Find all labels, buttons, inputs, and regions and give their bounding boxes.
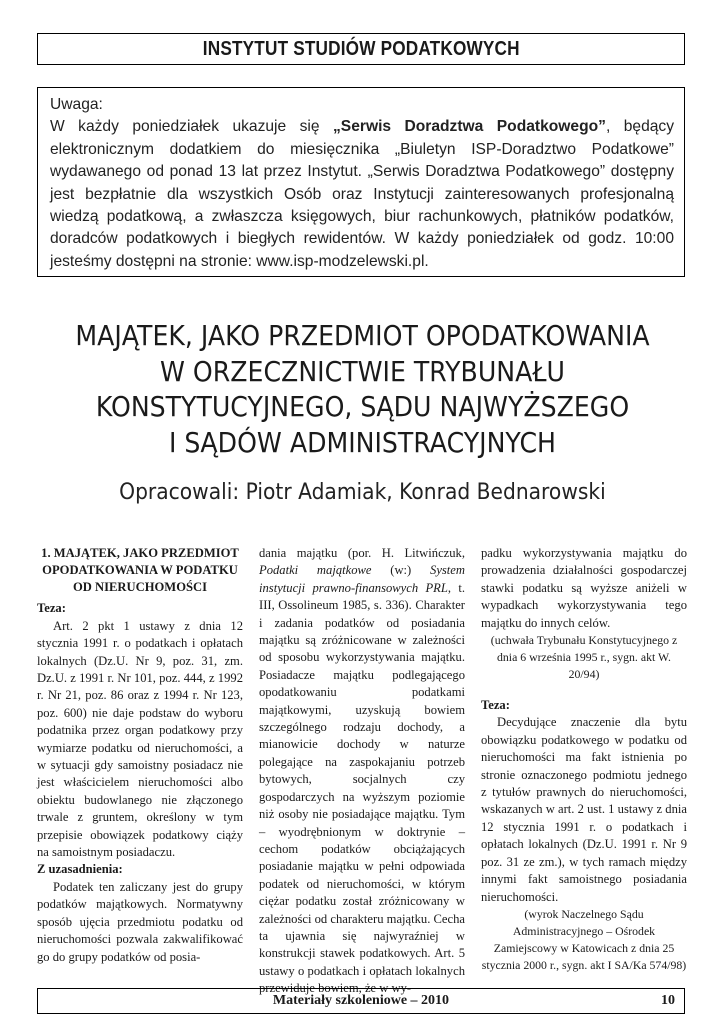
- notice-text: W każdy poniedziałek ukazuje się „Serwis Doradztwa Podatkowego”, będący elektronicznym dodatkiem do miesięcznika „Biuletyn ISP-Doradztwo Podatkowe” wydawanego od ponad 13 lat przez Instytut. „Serwis Doradztwa Podatkowego” dostępny jest bezpłatnie dla wszystkich Osób oraz Instytucji zainteresowanych profesjonalną wiedzą podatkową, a zwłaszcza księgowych, biur rachunkowych, płatników podatków, doradców podatkowych i biegłych rewidentów. W każdy poniedziałek od godz. 10:00 jesteśmy dostępni na stronie: www.isp-modzelewski.pl.: [50, 118, 675, 270]
- citation: (uchwała Trybunału Konstytucyjnego z dnia 6 września 1995 r., sygn. akt W. 20/94): [490, 633, 678, 682]
- title-line: W ORZECZNICTWIE TRYBUNAŁU: [160, 354, 565, 388]
- body-text: padku wykorzystywania majątku do prowadzenia działalności gospodarczej stawki podatku są wyższe aniżeli w wypadkach wykorzystywania tego majątku do innych celów.: [481, 546, 687, 630]
- authors-line: Opracowali: Piotr Adamiak, Konrad Bednarowski: [119, 480, 606, 505]
- article-title: [30, 318, 695, 460]
- uzasadnienie-label: Z uzasadnienia:: [37, 862, 123, 877]
- column-3: [481, 545, 687, 974]
- teza-text: Decydujące znaczenie dla bytu obowiązku podatkowego w podatku od nieruchomości ma fakt istnienia po stronie oznaczonego podmiotu jednego z tytułów prawnych do nieruchomości, wskazanych w art. 2 ust. 1 ustawy z dnia 12 stycznia 1991 r. o podatkach i opłatach lokalnych (Dz.U. 1991 r. Nr 9 poz. 31 ze zm.), w tych ramach między innymi fakt samoistnego posiadania nieruchomości.: [481, 715, 687, 904]
- teza-text: Art. 2 pkt 1 ustawy z dnia 12 stycznia 1991 r. o podatkach i opłatach lokalnych (Dz.U. Nr 9, poz. 31, zm. Dz.U. z 1991 r. Nr 101, poz. 444, z 1992 r. Nr 21, poz. 86 oraz z 1994 r. Nr 123, poz. 600) nie daje podstaw do wyboru podatnika przez organ podatkowy przy wymiarze podatku od nieruchomości, a w sytuacji gdy samoistny posiadacz nie jest właścicielem nieruchomości albo obiektu budowlanego nie złączonego trwale z gruntem, określony w tym przepisie obowiązek podatkowy ciąży na samoistnym posiadaczu.: [37, 618, 243, 860]
- section-heading: 1. MAJĄTEK, JAKO PRZEDMIOT OPODATKOWANIA W PODATKU OD NIERUCHOMOŚCI: [41, 546, 239, 594]
- header-banner: [37, 33, 685, 65]
- title-line: MAJĄTEK, JAKO PRZEDMIOT OPODATKOWANIA: [75, 319, 650, 352]
- body-text: dania majątku (por. H. Litwińczuk, Podatki majątkowe (w:) System instytucji prawno-finansowych PRL, t. III, Ossolineum 1985, s. 336). Charakter i zadania podatków od posiadania majątku są zróżnicowane w zależności od sposobu wykorzystywania majątku. Posiadacze majątku podlegającego opodatkowaniu podatkami majątkowymi, uzyskują bowiem szczególnego rodzaju dochody, a mianowicie dochody w naturze polegające na zaspokajaniu potrzeb bytowych, socjalnych czy gospodarczych na wyższym poziomie niż osoby nie posiadające majątku. Tym – wyodrębnionym w doktrynie – cechom podatków obciążających posiadanie majątku w pełni odpowiada podatek od nieruchomości, w którym ciężar podatku został zróżnicowany w zależności od charakteru majątku. Cecha ta ujawnia się najwyraźniej w konstrukcji stawek podatkowych. Art. 5 ustawy o podatkach i opłatach lokalnych przewiduje bowiem, że w wy-: [259, 546, 465, 996]
- citation: (wyrok Naczelnego Sądu Administracyjnego – Ośrodek Zamiejscowy w Katowicach z dnia 25 stycznia 2000 r., sygn. akt I SA/Ka 574/98): [481, 906, 687, 972]
- teza-label: Teza:: [481, 698, 510, 713]
- title-line: I SĄDÓW ADMINISTRACYJNYCH: [168, 425, 556, 459]
- column-2: [259, 545, 465, 998]
- column-1: [37, 545, 243, 966]
- institute-name: INSTYTUT STUDIÓW PODATKOWYCH: [202, 37, 520, 60]
- teza-label: Teza:: [37, 601, 66, 616]
- service-name: „Serwis Doradztwa Podatkowego”: [333, 118, 606, 136]
- notice-label: Uwaga:: [50, 96, 103, 113]
- page-number: 10: [661, 993, 675, 1008]
- notice-box: [37, 87, 685, 277]
- title-line: KONSTYTUCYJNEGO, SĄDU NAJWYŻSZEGO: [95, 390, 630, 423]
- footer-title: Materiały szkoleniowe – 2010: [272, 993, 450, 1008]
- page-footer: [37, 988, 685, 1014]
- uzasadnienie-text: Podatek ten zaliczany jest do grupy podatków majątkowych. Normatywny sposób ujęcia przedmiotu podatku od nieruchomości pozwala zakwalifikować go do grupy podatków od posia-: [37, 879, 243, 964]
